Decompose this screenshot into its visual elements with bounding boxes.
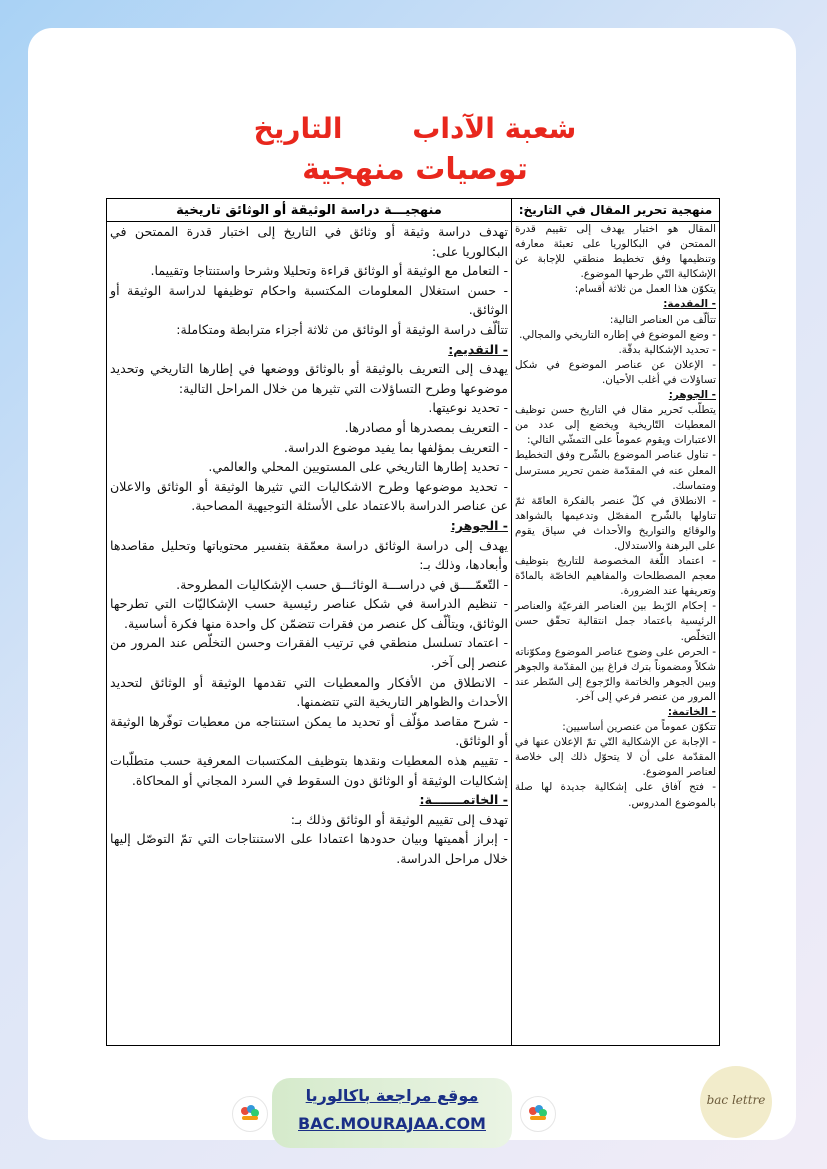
paragraph: المقال هو اختبار يهدف إلى تقييم قدرة الممتحن في البكالوريا على تعبئة معارفه وتنظيمها وفق تخطيط منطقي للإجابة عن الإشكالية التّي طرحها الموضوع. — [515, 223, 716, 281]
paragraph: - تحديد الإشكالية بدقّة. — [618, 343, 716, 356]
paragraph: يهدف إلى التعريف بالوثيقة أو بالوثائق ووضعها في إطارها التاريخي وتحديد موضوعها وطرح التساؤلات التي تثيرها من خلال المراحل التالية: — [110, 361, 508, 396]
header-essay-method: منهجية تحرير المقال في التاريخ: — [512, 199, 720, 222]
paragraph: تتألّف من العناصر التالية: — [609, 313, 716, 326]
site-label[interactable]: موقع مراجعة باكالوريا — [305, 1086, 479, 1105]
site-logo-icon — [520, 1096, 556, 1132]
paragraph: - اعتماد تسلسل منطقي في ترتيب الفقرات وحسن التخلّص عند المرور من عنصر إلى آخر. — [110, 635, 508, 671]
paragraph: - فتح آفاق على إشكالية جديدة لها صلة بالموضوع المدروس. — [515, 781, 716, 809]
methodology-table — [106, 198, 720, 1046]
paragraph: - التّعمّــــق في دراســـة الوثائـــق حسب الإشكاليات المطروحة. — [176, 576, 508, 592]
paragraph: - الحرص على وضوح عناصر الموضوع ومكوّناته شكلاً ومضموناً بترك فراغ بين المقدّمة والجوهر وبين الجوهر والخاتمة والرّجوع إلى السّطر عند المرور من عنصر فرعي إلى آخر. — [515, 645, 716, 703]
paragraph: - التعريف بمؤلفها بما يفيد موضوع الدراسة. — [283, 439, 508, 455]
paragraph: تهدف إلى تقييم الوثيقة أو الوثائق وذلك بـ: — [290, 811, 508, 827]
paragraph: - تناول عناصر الموضوع بالشّرح وفق التخطيط المعلن عنه في المقدّمة ضمن تحرير مسترسل ومتماسك. — [515, 449, 716, 492]
document-method-column — [107, 222, 512, 1046]
paragraph: - تحديد موضوعها وطرح الاشكاليات التي تثيرها الوثيقة أو الوثائق والاعلان عن عناصر الدراسة بالاعتماد على الأسئلة التوجيهية المصاحبة. — [110, 478, 508, 514]
paragraph: - تحديد نوعيتها. — [428, 400, 508, 416]
paragraph: - إبراز أهميتها وبيان حدودها اعتمادا على الاستنتاجات التي تمّ التوصّل إليها خلال مراحل الدراسة. — [110, 831, 508, 866]
section-heading: - الخاتمة: — [667, 706, 716, 718]
paragraph: - الانطلاق من الأفكار والمعطيات التي تقدمها الوثيقة أو الوثائق لتحديد الأحداث والظواهر التاريخية التي تتضمنها. — [110, 674, 508, 710]
section-heading: - المقدمة: — [663, 298, 716, 311]
paragraph: - التعامل مع الوثيقة أو الوثائق قراءة وتحليلا وشرحا واستنتاجا وتقييما. — [150, 263, 508, 279]
paragraph: يتكوّن هذا العمل من ثلاثة أقسام: — [574, 283, 716, 296]
paragraph: - الإجابة عن الإشكالية التّي تمّ الإعلان عنها في المقدّمة على أن لا يتحوّل ذلك إلى خلاصة لعناصر الموضوع. — [515, 736, 716, 779]
site-url-link[interactable]: BAC.MOURAJAA.COM — [298, 1114, 486, 1133]
paragraph: - الإعلان عن عناصر الموضوع في شكل تساؤلات في أغلب الأحيان. — [515, 358, 716, 386]
paragraph: تتكوّن عموماً من عنصرين أساسيين: — [562, 721, 716, 734]
section-heading: - الجوهر: — [450, 517, 508, 533]
paragraph: يتطلّب تَحرير مقال في التاريخ حسن توظيف المعطيات التّاريخية ويخضع إلى عدد من الاعتبارات ويقوم عموماً على التمشّي التالي: — [515, 404, 716, 447]
paragraph: - التعريف بمصدرها أو مصادرها. — [344, 419, 508, 435]
page-subtitle: توصيات منهجية — [302, 152, 528, 187]
paragraph: - الانطلاق في كلّ عنصر بالفكرة العامّة ثمّ تناولها بالشّرح المفصّل وتدعيمها بالشواهد والوقائع والتواريخ والأحداث في سياق يقوم على البرهنة والاستدلال. — [515, 494, 716, 552]
bac-lettre-badge — [700, 1066, 772, 1138]
essay-method-column — [512, 222, 720, 1046]
paragraph: - تنظيم الدراسة في شكل عناصر رئيسية حسب الإشكاليّات التي تطرحها الوثائق، ويتألّف كل عنصر من فقرات تتضمّن كل واحدة منها فكرة أساسية. — [110, 596, 508, 631]
paragraph: - حسن استغلال المعلومات المكتسبة واحكام توظيفها لدراسة الوثيقة أو الوثائق. — [110, 282, 508, 318]
footer-site-box[interactable] — [272, 1078, 512, 1148]
page-title — [200, 112, 630, 145]
paragraph: يهدف إلى دراسة الوثائق دراسة معمّقة بتفسير محتوياتها وتحليل مقاصدها وأبعادها، وذلك بـ: — [110, 537, 508, 573]
paragraph: - تحديد إطارها التاريخي على المستويين المحلي والعالمي. — [208, 459, 508, 475]
section-heading: - الخاتمـــــــة: — [419, 792, 508, 808]
section-heading: - التقديم: — [448, 341, 508, 357]
paragraph: - وضع الموضوع في إطاره التاريخي والمجالي. — [519, 328, 716, 341]
paragraph: - شرح مقاصد مؤلّف أو تحديد ما يمكن استنتاجه من معطيات توفّرها الوثيقة أو الوثائق. — [110, 713, 508, 749]
paragraph: - اعتماد اللّغة المخصوصة للتاريخ بتوظيف معجم المصطلحات والمفاهيم الخاصّة بالمادّة وتعريفها عند الضرورة. — [515, 555, 716, 598]
badge-text: bac lettre — [706, 1093, 766, 1107]
branch-title: شعبة الآداب — [412, 112, 577, 145]
header-document-method: منهجيـــة دراسة الوثيقة أو الوثائق تاريخية — [107, 199, 512, 222]
paragraph: تهدف دراسة وثيقة أو وثائق في التاريخ إلى اختبار قدرة الممتحن في البكالوريا على: — [110, 224, 508, 259]
site-logo-icon — [232, 1096, 268, 1132]
subject-title: التاريخ — [253, 112, 343, 145]
paragraph: تتألّف دراسة الوثيقة أو الوثائق من ثلاثة أجزاء مترابطة ومتكاملة: — [176, 321, 508, 337]
paragraph: - تقييم هذه المعطيات ونقدها بتوظيف المكتسبات المعرفية حسب متطلّبات إشكاليات الوثيقة أو الوثائق دون السقوط في السرد المجاني أو المحاكاة. — [110, 753, 508, 788]
paragraph: - إحكام الرّبط بين العناصر الفرعيّة والعناصر الرئيسية باعتماد جمل انتقالية تحقّق حسن التخلّص. — [515, 600, 716, 643]
section-heading: - الجوهر: — [668, 389, 716, 402]
